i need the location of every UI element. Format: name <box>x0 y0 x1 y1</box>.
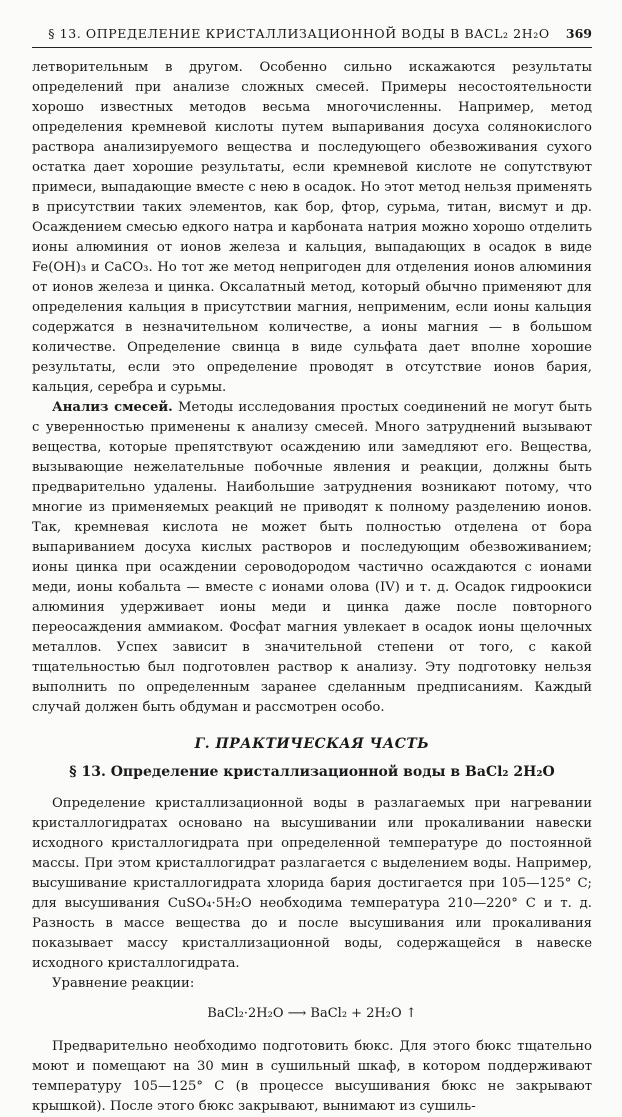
paragraph-mixtures <box>32 398 592 718</box>
paragraph-lead: Анализ смесей. <box>52 400 173 415</box>
paragraph-reaction-label: Уравнение реакции: <box>52 976 195 991</box>
section-title: § 13. Определение кристаллизационной воды в BaCl₂ 2H₂O <box>69 764 555 780</box>
part-title: Г. ПРАКТИЧЕСКАЯ ЧАСТЬ <box>194 736 430 752</box>
page-number: 369 <box>565 26 592 41</box>
paragraph-preparation: Предварительно необходимо подготовить бюкс. Для этого бюкс тщательно моют и помещают на 30 мин в сушильный шкаф, в котором поддерживают температуру 105—125° С (в процессе высушивания бюкс не закрывают крышкой). После этого бюкс закрывают, вынимают из сушиль- <box>32 1039 592 1114</box>
book-page <box>32 26 592 1117</box>
paragraph-crystallization: Определение кристаллизационной воды в разлагаемых при нагревании кристаллогидратах основано на высушивании или прокаливании навески исходного кристаллогидрата при определенной температуре до постоянной массы. При этом кристаллогидрат разлагается с выделением воды. Например, высушивание кристаллогидрата хлорида бария достигается при 105—125° С; для высушивания CuSO₄·5H₂O необходима температура 210—220° С и т. д. Разность в массе вещества до и после высушивания или прокаливания показывает массу кристаллизационной воды, содержащейся в навеске исходного кристаллогидрата. <box>32 796 592 971</box>
running-head-title: § 13. ОПРЕДЕЛЕНИЕ КРИСТАЛЛИЗАЦИОННОЙ ВОДЫ В BACL₂ 2H₂O <box>48 26 550 41</box>
reaction-equation: BaCl₂·2H₂O ⟶ BaCl₂ + 2H₂O ↑ <box>207 1006 417 1021</box>
paragraph-continued: летворительным в другом. Особенно сильно искажаются результаты определений при анализе сложных смесей. Примеры несостоятельности хорошо известных методов весьма многочисленны. Например, метод определения кремневой кислоты путем выпаривания досуха солянокислого раствора анализируемого вещества и последующего обезвоживания сухого остатка дает хорошие результаты, если кремневой кислоте не сопутствуют примеси, выпадающие вместе с нею в осадок. Но этот метод нельзя применять в присутствии таких элементов, как бор, фтор, сурьма, титан, висмут и др. Осаждением смесью едкого натра и карбоната натрия можно хорошо отделить ионы алюминия от ионов железа и кальция, выпадающих в осадок в виде Fe(OH)₃ и CaCO₃. Но тот же метод непригоден для отделения ионов алюминия от ионов железа и цинка. Оксалатный метод, который обычно применяют для определения кальция в присутствии магния, неприменим, если ионы кальция содержатся в незначительном количестве, а ионы магния — в большом количестве. Определение свинца в виде сульфата дает вполне хорошие результаты, если это определение проводят в отсутствие ионов бария, кальция, серебра и сурьмы. <box>32 60 592 395</box>
paragraph-mixtures-text: Методы исследования простых соединений не могут быть с уверенностью применены к анализу смесей. Много затруднений вызывают вещества, которые препятствуют осаждению или замедляют его. Вещества, вызывающие нежелательные побочные явления и реакции, должны быть предварительно удалены. Наибольшие затруднения возникают потому, что многие из применяемых реакций не приводят к полному разделению ионов. Так, кремневая кислота не может быть полностью отделена от бора выпариванием досуха кислых растворов и последующим обезвоживанием; ионы цинка при осаждении сероводородом частично осаждаются с ионами меди, ионы кобальта — вместе с ионами олова (IV) и т. д. Осадок гидроокиси алюминия удерживает ионы меди и цинка даже после повторного переосаждения аммиаком. Фосфат магния увлекает в осадок ионы щелочных металлов. Успех зависит в значительной степени от того, с какой тщательностью был подготовлен раствор к анализу. Эту подготовку нельзя выполнить по определенным заранее сделанным предписаниям. Каждый случай должен быть обдуман и рассмотрен особо. <box>32 400 592 715</box>
running-head <box>32 26 592 48</box>
